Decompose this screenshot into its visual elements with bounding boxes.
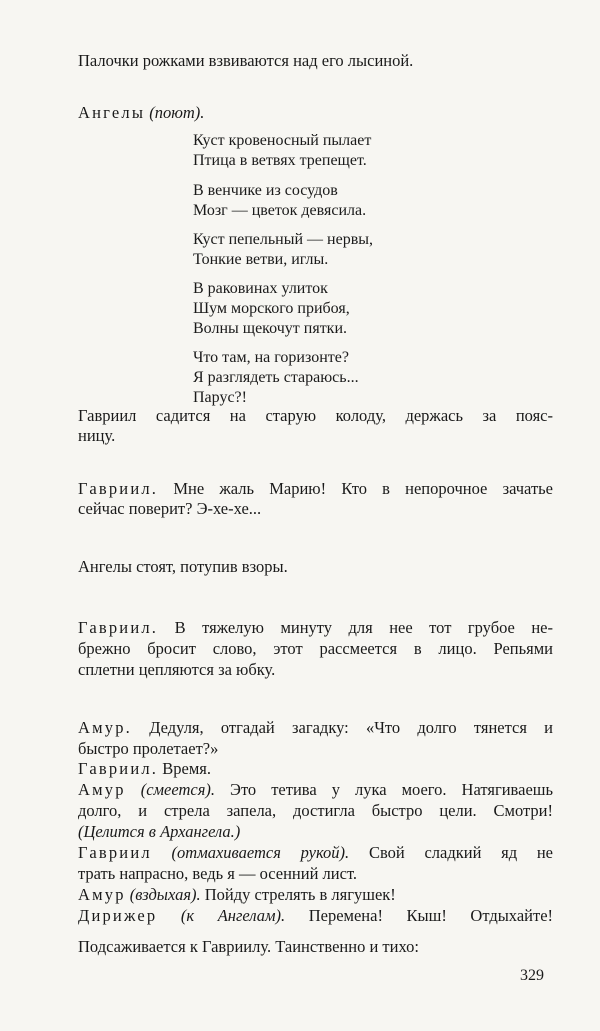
stage-note: (отмахивается рукой). <box>171 843 350 862</box>
verse-line: В раковинах улиток <box>193 280 328 297</box>
dialogue-line: сплетни цепляются за юбку. <box>78 660 276 679</box>
dialogue-text: Это тетива у лука моего. Натягиваешь <box>230 780 554 799</box>
dialogue-text: Пойду стрелять в лягушек! <box>204 885 396 904</box>
stage-note: (поют). <box>149 103 205 122</box>
dialogue-text: Мне жаль Марию! Кто в непорочное зачатье <box>173 479 554 498</box>
dialogue-line: брежно бросит слово, этот рассмеется в лицо. Репьями <box>78 639 553 658</box>
dialogue-line <box>78 717 553 738</box>
dialogue-line <box>78 884 553 905</box>
speaker-name: Гавриил. <box>78 618 159 637</box>
verse-line: Парус?! <box>193 389 247 406</box>
verse-line: В венчике из сосудов <box>193 182 338 199</box>
dialogue-text: В тяжелую минуту для нее тот грубое не- <box>174 618 553 637</box>
stage-direction: Ангелы стоят, потупив взоры. <box>78 557 288 576</box>
speaker-name: Амур <box>78 780 126 799</box>
dialogue-line: сейчас поверит? Э-хе-хе... <box>78 499 262 518</box>
verse-line: Птица в ветвях трепещет. <box>193 152 367 169</box>
dialogue-line: трать напрасно, ведь я — осенний лист. <box>78 864 358 883</box>
speaker-name: Гавриил. <box>78 759 159 778</box>
stage-direction: Палочки рожками взвиваются над его лысиной. <box>78 51 414 70</box>
dialogue-line <box>78 758 553 779</box>
verse-line: Куст кровеносный пылает <box>193 132 372 149</box>
dialogue-line: быстро пролетает?» <box>78 739 219 758</box>
dialogue-text: Время. <box>162 759 211 778</box>
speaker-name: Гавриил <box>78 843 152 862</box>
dialogue-text: Дедуля, отгадай загадку: «Что долго тянется и <box>149 718 554 737</box>
stage-note: (Целится в Архангела.) <box>78 822 241 841</box>
verse-line: Я разглядеть стараюсь... <box>193 369 359 386</box>
page-number: 329 <box>520 967 544 984</box>
speaker-name: Амур. <box>78 718 132 737</box>
speaker-name: Ангелы <box>78 103 146 122</box>
dialogue-line <box>78 842 553 863</box>
verse-line: Волны щекочут пятки. <box>193 320 348 337</box>
stage-note: (вздыхая). <box>129 885 201 904</box>
dialogue-line <box>78 478 553 499</box>
speaker-name: Дирижер <box>78 906 158 925</box>
verse-line: Мозг — цветок девясила. <box>193 202 367 219</box>
dialogue-text: Свой сладкий яд не <box>368 843 554 862</box>
dialogue-line <box>78 779 553 800</box>
verse-line: Тонкие ветви, иглы. <box>193 251 329 268</box>
stage-direction: Подсаживается к Гавриилу. Таинственно и тихо: <box>78 937 419 956</box>
speaker-name: Гавриил. <box>78 479 159 498</box>
speaker-name: Амур <box>78 885 126 904</box>
angels-heading <box>78 102 553 123</box>
stage-note: (к Ангелам). <box>180 906 286 925</box>
verse-line: Что там, на горизонте? <box>193 349 349 366</box>
dialogue-line: долго, и стрела запела, достигла быстро цели. Смотри! <box>78 801 553 820</box>
verse-line: Куст пепельный — нервы, <box>193 231 374 248</box>
stage-direction: ницу. <box>78 426 116 445</box>
stage-direction: Гавриил садится на старую колоду, держась за пояс- <box>78 406 553 425</box>
verse-line: Шум морского прибоя, <box>193 300 350 317</box>
dialogue-line <box>78 905 553 926</box>
stage-note: (смеется). <box>140 780 216 799</box>
dialogue-text: Перемена! Кыш! Отдыхайте! <box>308 906 554 925</box>
dialogue-line <box>78 617 553 638</box>
